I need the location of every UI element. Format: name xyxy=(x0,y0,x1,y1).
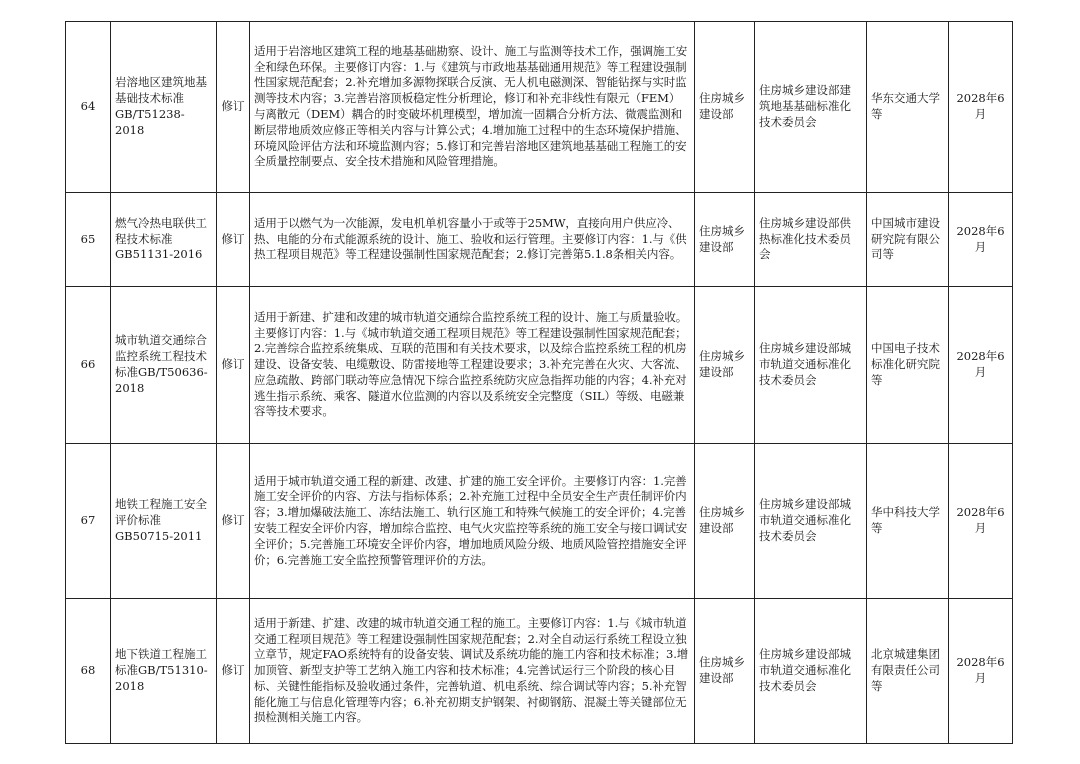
drafting-unit: 华东交通大学等 xyxy=(867,22,949,193)
drafting-unit: 中国城市建设研究院有限公司等 xyxy=(867,193,949,287)
drafting-unit: 中国电子技术标准化研究院等 xyxy=(867,287,949,444)
standard-name: 岩溶地区建筑地基基础技术标准GB/T51238-2018 xyxy=(111,22,217,193)
revision-type: 修订 xyxy=(217,599,250,744)
revision-type: 修订 xyxy=(217,193,250,287)
managing-department: 住房城乡建设部 xyxy=(695,444,755,599)
managing-department: 住房城乡建设部 xyxy=(695,599,755,744)
standard-name: 城市轨道交通综合监控系统工程技术标准GB/T50636-2018 xyxy=(111,287,217,444)
managing-department: 住房城乡建设部 xyxy=(695,287,755,444)
table-row xyxy=(66,193,1013,287)
managing-department: 住房城乡建设部 xyxy=(695,193,755,287)
technical-committee: 住房城乡建设部城市轨道交通标准化技术委员会 xyxy=(755,444,867,599)
revision-content: 适用于城市轨道交通工程的新建、改建、扩建的施工安全评价。主要修订内容：1.完善施工安全评价的内容、方法与指标体系；2.补充施工过程中全员安全生产责任制评价内容；3.增加爆破法施工、冻结法施工、轨行区施工和特殊气候施工的安全评价；4.完善安装工程安全评价内容，增加综合监控、电气火灾监控等系统的施工安全与接口调试安全评价；5.完善施工环境安全评价内容，增加地质风险分级、地质风险管控措施安全评价；6.完善施工安全监控预警管理评价的方法。 xyxy=(250,444,695,599)
standard-name: 燃气冷热电联供工程技术标准GB51131-2016 xyxy=(111,193,217,287)
row-number: 64 xyxy=(66,22,111,193)
completion-date: 2028年6月 xyxy=(949,193,1013,287)
row-number: 67 xyxy=(66,444,111,599)
technical-committee: 住房城乡建设部供热标准化技术委员会 xyxy=(755,193,867,287)
revision-type: 修订 xyxy=(217,22,250,193)
managing-department: 住房城乡建设部 xyxy=(695,22,755,193)
revision-type: 修订 xyxy=(217,287,250,444)
revision-content: 适用于新建、扩建和改建的城市轨道交通综合监控系统工程的设计、施工与质量验收。主要修订内容：1.与《城市轨道交通工程项目规范》等工程建设强制性国家规范配套；2.完善综合监控系统集成、互联的范围和有关技术要求，以及综合监控系统工程的机房建设、设备安装、电缆敷设、防雷接地等工程建设要求；3.补充完善在火灾、大客流、应急疏散、跨部门联动等应急情况下综合监控系统防灾应急指挥功能的内容；4.补充对逃生指示系统、乘客、隧道水位监测的内容以及系统安全完整度（SIL）等级、电磁兼容等技术要求。 xyxy=(250,287,695,444)
revision-type: 修订 xyxy=(217,444,250,599)
row-number: 65 xyxy=(66,193,111,287)
completion-date: 2028年6月 xyxy=(949,599,1013,744)
technical-committee: 住房城乡建设部建筑地基基础标准化技术委员会 xyxy=(755,22,867,193)
technical-committee: 住房城乡建设部城市轨道交通标准化技术委员会 xyxy=(755,599,867,744)
completion-date: 2028年6月 xyxy=(949,287,1013,444)
table-row xyxy=(66,444,1013,599)
technical-committee: 住房城乡建设部城市轨道交通标准化技术委员会 xyxy=(755,287,867,444)
row-number: 66 xyxy=(66,287,111,444)
table-row xyxy=(66,22,1013,193)
table-row xyxy=(66,599,1013,744)
row-number: 68 xyxy=(66,599,111,744)
standards-revision-table xyxy=(65,21,1013,744)
revision-content: 适用于岩溶地区建筑工程的地基基础勘察、设计、施工与监测等技术工作，强调施工安全和绿色环保。主要修订内容：1.与《建筑与市政地基基础通用规范》等工程建设强制性国家规范配套；2.补充增加多源物探联合反演、无人机电磁测深、智能钻探与实时监测等技术内容；3.完善岩溶顶板稳定性分析理论，修订和补充非线性有限元（FEM）与离散元（DEM）耦合的时变破坏机理模型，增加流一固耦合分析方法、微震监测和断层带地质效应修正等相关内容与计算公式；4.增加施工过程中的生态环境保护措施、环境风险评估方法和环境监测内容；5.修订和完善岩溶地区建筑地基基础工程施工的安全质量控制要点、安全技术措施和风险管理措施。 xyxy=(250,22,695,193)
standard-name: 地铁工程施工安全评价标准GB50715-2011 xyxy=(111,444,217,599)
drafting-unit: 北京城建集团有限责任公司等 xyxy=(867,599,949,744)
revision-content: 适用于以燃气为一次能源，发电机单机容量小于或等于25MW，直接向用户供应冷、热、电能的分布式能源系统的设计、施工、验收和运行管理。主要修订内容：1.与《供热工程项目规范》等工程建设强制性国家规范配套；2.修订完善第5.1.8条相关内容。 xyxy=(250,193,695,287)
completion-date: 2028年6月 xyxy=(949,444,1013,599)
table-row xyxy=(66,287,1013,444)
standard-name: 地下铁道工程施工标准GB/T51310-2018 xyxy=(111,599,217,744)
revision-content: 适用于新建、扩建、改建的城市轨道交通工程的施工。主要修订内容：1.与《城市轨道交通工程项目规范》等工程建设强制性国家规范配套；2.对全自动运行系统工程设立独立章节，规定FAO系统特有的设备安装、调试及系统功能的施工内容和技术标准；3.增加顶管、新型支护等工艺纳入施工内容和技术标准；4.完善试运行三个阶段的核心目标、关键性能指标及验收通过条件，完善轨道、机电系统、综合调试等内容；5.补充智能化施工与信息化管理等内容；6.补充初期支护钢架、衬砌钢筋、混凝土等关键部位无损检测相关施工内容。 xyxy=(250,599,695,744)
drafting-unit: 华中科技大学等 xyxy=(867,444,949,599)
completion-date: 2028年6月 xyxy=(949,22,1013,193)
